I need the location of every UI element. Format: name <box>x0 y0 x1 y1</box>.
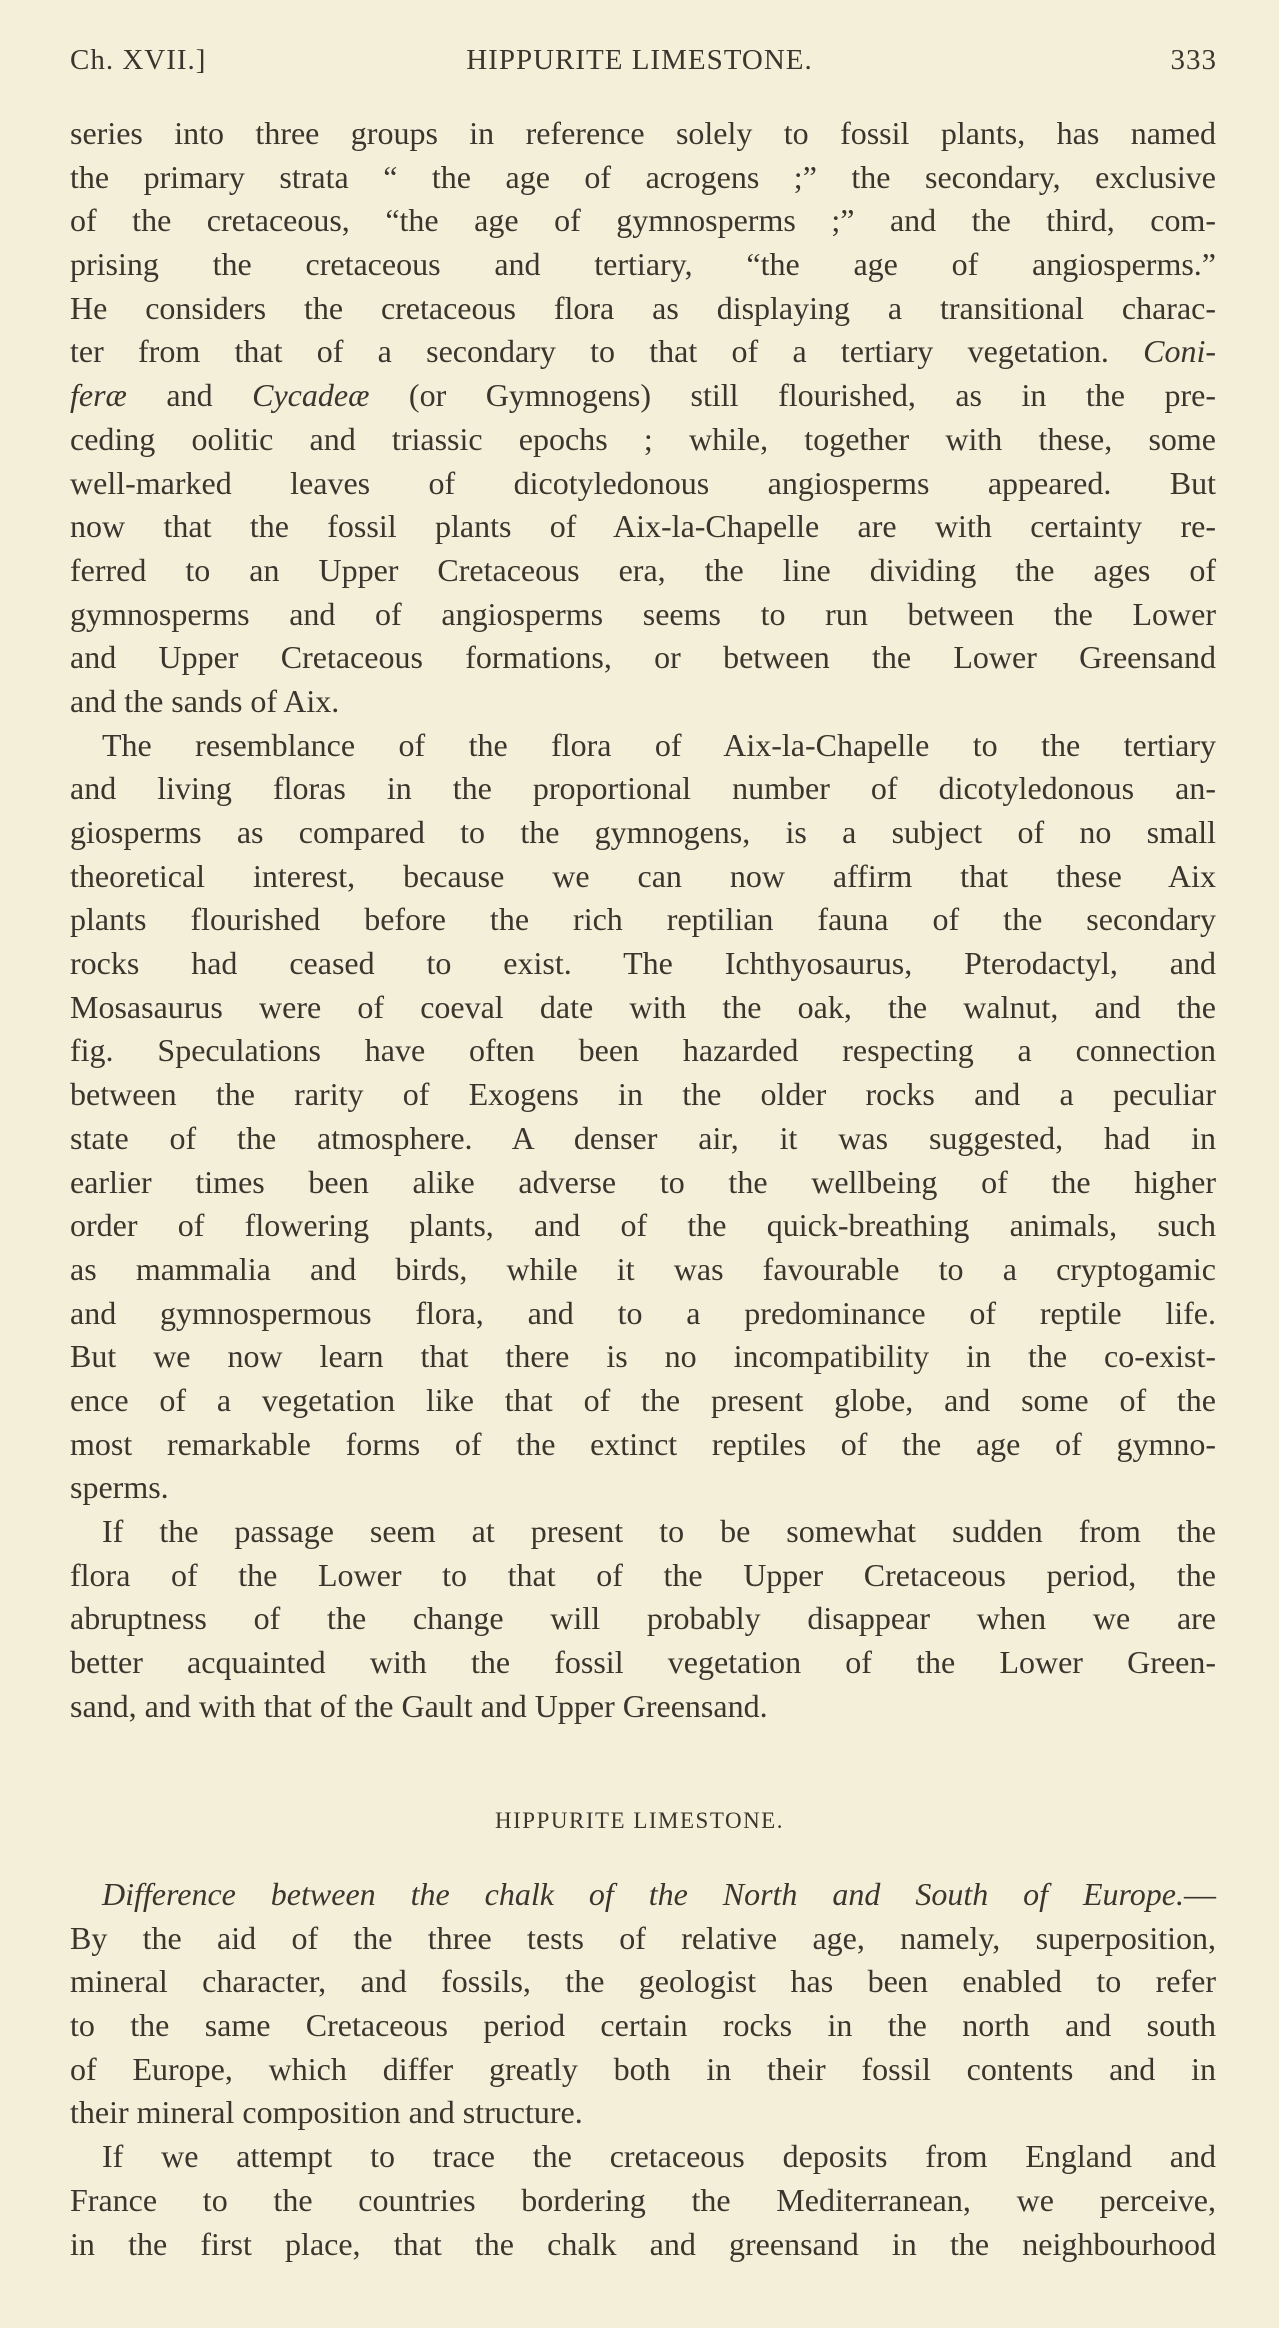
text-segment: Mosasaurus were of coeval date with the oak, the walnut, and the <box>70 988 1216 1025</box>
text-line <box>70 112 1216 156</box>
text-segment: rocks had ceased to exist. The Ichthyosaurus, Pterodactyl, and <box>70 945 1216 982</box>
text-line <box>70 855 1216 899</box>
text-line <box>70 2135 1216 2179</box>
text-line <box>70 199 1216 243</box>
text-line <box>70 1073 1216 1117</box>
text-line <box>70 330 1216 374</box>
text-segment: (or Gymnogens) still flourished, as in the pre- <box>369 377 1217 414</box>
text-line <box>70 2004 1216 2048</box>
text-segment: sperms. <box>70 1469 169 1506</box>
text-segment: ferred to an Upper Cretaceous era, the line dividing the ages of <box>70 551 1216 588</box>
text-segment: as mammalia and birds, while it was favourable to a cryptogamic <box>70 1250 1216 1287</box>
text-segment: well-marked leaves of dicotyledonous angiosperms appeared. But <box>70 464 1216 501</box>
text-line <box>70 1248 1216 1292</box>
text-line <box>70 1029 1216 1073</box>
text-line <box>70 986 1216 1030</box>
text-segment: to the same Cretaceous period certain rocks in the north and south <box>70 2007 1216 2044</box>
text-line <box>70 549 1216 593</box>
text-line <box>70 1641 1216 1685</box>
text-line <box>70 1379 1216 1423</box>
text-line <box>70 156 1216 200</box>
text-line <box>70 243 1216 287</box>
text-line <box>70 418 1216 462</box>
text-segment: state of the atmosphere. A denser air, it was suggested, had in <box>70 1119 1216 1156</box>
text-segment: their mineral composition and structure. <box>70 2094 583 2131</box>
text-line <box>70 942 1216 986</box>
text-segment: prising the cretaceous and tertiary, “the age of angiosperms.” <box>70 246 1216 283</box>
text-line <box>70 1960 1216 2004</box>
page-number: 333 <box>1170 44 1217 76</box>
text-line <box>70 1423 1216 1467</box>
running-head-title: HIPPURITE LIMESTONE. <box>466 44 813 76</box>
text-segment: the primary strata “ the age of acrogens ;” the secondary, exclusive <box>70 158 1216 195</box>
text-segment: — <box>1184 1876 1216 1912</box>
text-segment: mineral character, and fossils, the geologist has been enabled to refer <box>70 1963 1216 2000</box>
text-line <box>70 2179 1216 2223</box>
text-segment: giosperms as compared to the gymnogens, is a subject of no small <box>70 814 1216 850</box>
text-segment: and gymnospermous flora, and to a predominance of reptile life. <box>70 1294 1216 1331</box>
text-segment: fig. Speculations have often been hazarded respecting a connection <box>70 1032 1216 1069</box>
text-line <box>70 462 1216 506</box>
text-line <box>70 636 1216 680</box>
text-segment: order of flowering plants, and of the quick-breathing animals, such <box>70 1207 1216 1244</box>
text-segment: and the sands of Aix. <box>70 682 340 719</box>
text-segment: But we now learn that there is no incompatibility in the co-exist- <box>70 1338 1216 1375</box>
text-segment: of the cretaceous, “the age of gymnosperms ;” and the third, com- <box>70 202 1216 239</box>
text-segment: ence of a vegetation like that of the present globe, and some of the <box>70 1381 1216 1418</box>
text-segment: earlier times been alike adverse to the wellbeing of the higher <box>70 1163 1216 1200</box>
text-line <box>70 1917 1216 1961</box>
text-line <box>70 898 1216 942</box>
text-line <box>70 2091 1216 2135</box>
text-segment: series into three groups in reference solely to fossil plants, has named <box>70 115 1216 151</box>
text-line <box>70 1597 1216 1641</box>
text-segment: better acquainted with the fossil vegetation of the Lower Green- <box>70 1644 1216 1681</box>
text-segment: plants flourished before the rich reptilian fauna of the secondary <box>70 901 1216 938</box>
text-segment: By the aid of the three tests of relative age, namely, superposition, <box>70 1919 1216 1956</box>
text-line <box>70 811 1216 855</box>
text-line <box>70 1466 1216 1510</box>
text-segment: now that the fossil plants of Aix-la-Chapelle are with certainty re- <box>70 508 1216 545</box>
text-segment: in the first place, that the chalk and greensand in the neighbourhood <box>70 2225 1216 2262</box>
italic-text: Cycadeæ <box>252 377 370 414</box>
italic-text: Difference between the chalk of the North and South of Europe. <box>102 1876 1184 1912</box>
text-segment: and <box>126 377 253 414</box>
text-segment: France to the countries bordering the Mediterranean, we perceive, <box>70 2181 1216 2218</box>
body-text-lower <box>70 1873 1216 2266</box>
text-segment: flora of the Lower to that of the Upper Cretaceous period, the <box>70 1556 1216 1593</box>
text-segment: ceding oolitic and triassic epochs ; while, together with these, some <box>70 420 1216 457</box>
text-line <box>70 287 1216 331</box>
text-line <box>70 767 1216 811</box>
text-line <box>70 1685 1216 1729</box>
text-line <box>70 2223 1216 2267</box>
text-segment: He considers the cretaceous flora as displaying a transitional charac- <box>70 289 1216 326</box>
text-segment: between the rarity of Exogens in the older rocks and a peculiar <box>70 1076 1216 1113</box>
text-segment: sand, and with that of the Gault and Upper Greensand. <box>70 1687 768 1724</box>
text-line <box>70 2048 1216 2092</box>
text-segment: The resemblance of the flora of Aix-la-Chapelle to the tertiary <box>102 726 1216 763</box>
text-segment: most remarkable forms of the extinct reptiles of the age of gymno- <box>70 1425 1216 1462</box>
text-line <box>70 1161 1216 1205</box>
text-segment: If we attempt to trace the cretaceous deposits from England and <box>102 2138 1216 2175</box>
text-line <box>70 1292 1216 1336</box>
text-line <box>70 593 1216 637</box>
italic-text: Coni- <box>1143 333 1216 370</box>
running-head-chapter: Ch. XVII.] <box>70 44 207 76</box>
text-line <box>70 1335 1216 1379</box>
text-line <box>70 724 1216 768</box>
text-line <box>70 374 1216 418</box>
text-line <box>70 1117 1216 1161</box>
body-text-upper <box>70 112 1216 1728</box>
text-segment: of Europe, which differ greatly both in their fossil contents and in <box>70 2050 1216 2087</box>
text-segment: If the passage seem at present to be somewhat sudden from the <box>102 1513 1216 1549</box>
text-segment: ter from that of a secondary to that of a tertiary vegetation. <box>70 333 1144 370</box>
text-segment: and living floras in the proportional number of dicotyledonous an- <box>70 770 1216 807</box>
text-line <box>70 1554 1216 1598</box>
text-segment: theoretical interest, because we can now affirm that these Aix <box>70 857 1216 894</box>
text-line <box>70 680 1216 724</box>
text-line <box>70 1204 1216 1248</box>
section-heading: HIPPURITE LIMESTONE. <box>495 1808 784 1833</box>
text-line <box>70 505 1216 549</box>
italic-text: feræ <box>70 377 127 414</box>
text-segment: and Upper Cretaceous formations, or between the Lower Greensand <box>70 639 1216 676</box>
text-segment: abruptness of the change will probably disappear when we are <box>70 1600 1216 1637</box>
text-line <box>70 1873 1216 1917</box>
text-segment: gymnosperms and of angiosperms seems to run between the Lower <box>70 595 1216 632</box>
text-line <box>70 1510 1216 1554</box>
